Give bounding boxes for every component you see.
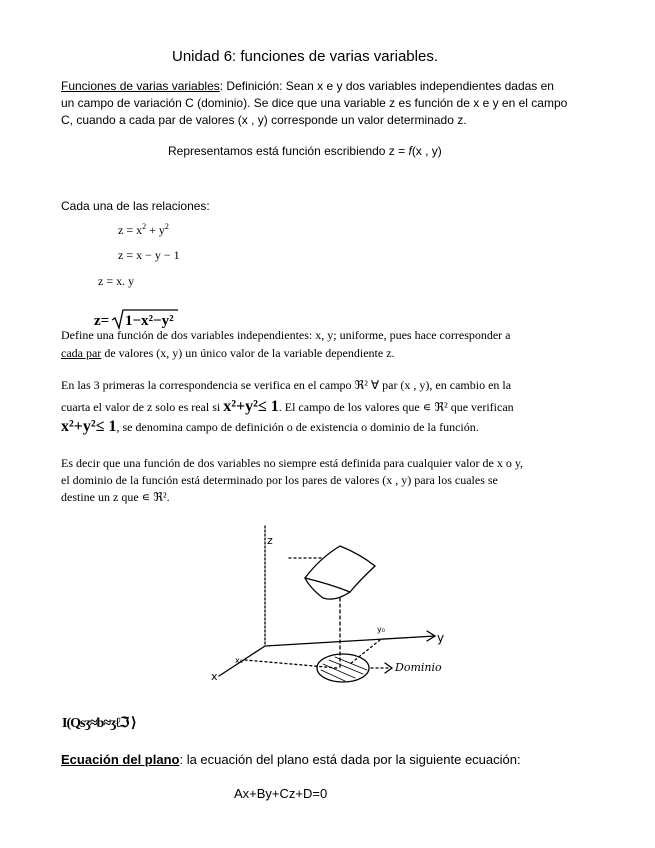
plane-equation: Ax+By+Cz+D=0 [234, 786, 328, 801]
definition-line-1 [61, 78, 554, 95]
para1-line-1: Define una función de dos variables independientes: x, y; uniforme, pues hace corresponder a [61, 328, 511, 342]
plane-text: : la ecuación del plano está dada por la siguiente ecuación: [179, 752, 521, 767]
para1-line-2-rest: de valores (x, y) un único valor de la variable dependiente z. [101, 346, 395, 360]
para3-line-1: Es decir que una función de dos variables no siempre está definida para cualquier valor de x o y, [61, 456, 524, 470]
y-label: y [437, 631, 445, 645]
para2-line-2 [61, 398, 514, 416]
para3-line-2: el dominio de la función está determinado por los pares de valores (x , y) para los cuales se [61, 473, 498, 487]
domain-diagram [205, 518, 475, 708]
formula-4-radicand: 1−x²−y² [125, 313, 174, 329]
dominio-label: Dominio [395, 661, 442, 674]
y0-label: y₀ [377, 625, 385, 634]
para1-underlined: cada par [61, 346, 102, 360]
para2-line-1: En las 3 primeras la correspondencia se verifica en el campo ℜ² ∀ par (x , y), en cambio en la [61, 378, 512, 392]
surface-edge [305, 578, 350, 599]
para3-line-3: destine un z que ∊ ℜ². [61, 490, 170, 504]
formula-3: z = x. y [98, 274, 135, 288]
definition-line-3: C, cuando a cada par de valores (x , y) corresponde un valor determinado z. [61, 113, 467, 127]
plane-line [61, 752, 521, 767]
function-symbol: f [408, 144, 412, 158]
garbled-line: I(Qsʒ≈b≈ʒℓℑ ⟩ [62, 716, 136, 731]
definition-heading: Funciones de varias variables [61, 79, 220, 93]
para2-line-3 [61, 418, 479, 436]
definition-text-1: : Definición: Sean x e y dos variables independientes dadas en [219, 79, 554, 93]
plane-heading: Ecuación del plano [61, 752, 180, 767]
para2-line-3-rest: , se denomina campo de definición o de existencia o dominio de la función. [116, 420, 479, 434]
inequality-1: x²+y²≤ 1 [223, 398, 279, 415]
formula-4-lhs: z= [94, 313, 110, 329]
surface-patch [305, 546, 375, 592]
y-axis [265, 636, 435, 646]
z-label: z [267, 534, 273, 547]
formula-1: $z = x^2 + y^2$ [118, 222, 169, 237]
definition-line-2: un campo de variación C (dominio). Se dice que una variable z es función de x e y en el campo [61, 96, 568, 110]
page-title: Unidad 6: funciones de varias variables. [172, 48, 438, 65]
representation-line [168, 143, 442, 160]
relations-intro: Cada una de las relaciones: [61, 199, 210, 213]
representation-args: (x , y) [411, 144, 442, 158]
x-label: x [211, 670, 218, 683]
formula-2: z = x − y − 1 [118, 248, 180, 262]
representation-text: Representamos está función escribiendo z = [168, 144, 409, 158]
para2-line-2b: . El campo de los valores que ∊ ℜ² que verifican [278, 400, 514, 414]
para2-line-2a: cuarta el valor de z solo es real si [61, 400, 224, 414]
para1-line-2 [61, 346, 395, 361]
x0-label: x₀ [235, 656, 243, 665]
inequality-2: x²+y²≤ 1 [61, 418, 117, 435]
domain-hatch [321, 657, 367, 681]
